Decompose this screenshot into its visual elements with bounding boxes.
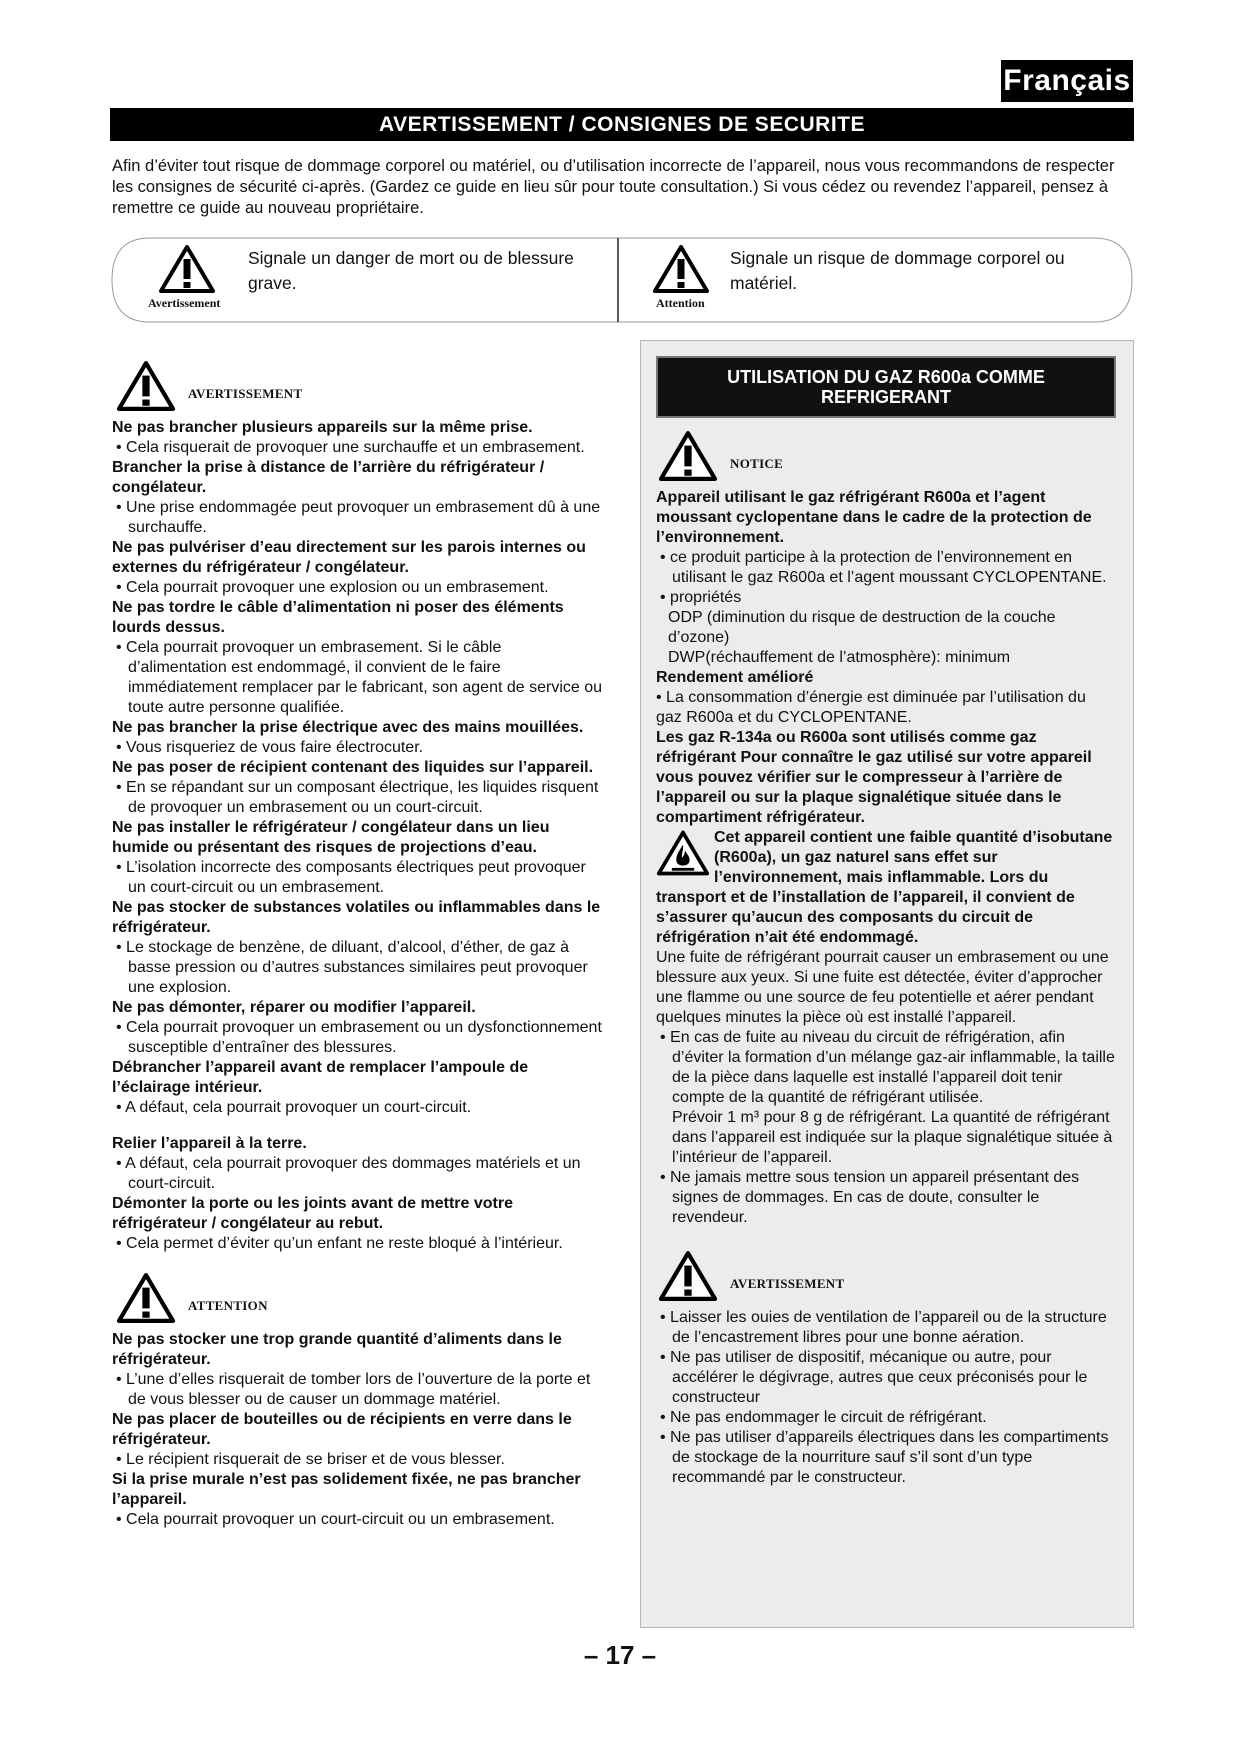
rendement-title: Rendement amélioré bbox=[656, 669, 814, 686]
warning-title: Débrancher l’appareil avant de remplacer l’ampoule de l’éclairage intérieur. bbox=[112, 1059, 529, 1096]
rendement-text: • La consommation d’énergie est diminuée par l’utilisation du gaz R600a et du CYCLOPENTANE. bbox=[656, 689, 1086, 726]
attention-title: Ne pas stocker une trop grande quantité d’aliments dans le réfrigérateur. bbox=[112, 1331, 562, 1368]
left-column bbox=[112, 352, 604, 1530]
refrigerant-header: UTILISATION DU GAZ R600a COMME REFRIGERANT bbox=[656, 356, 1116, 418]
notice-title: Appareil utilisant le gaz réfrigérant R600a et l’agent moussant cyclopentane dans le cadre de la protection de l’environnement. bbox=[656, 489, 1092, 546]
warning-title: Ne pas brancher plusieurs appareils sur la même prise. bbox=[112, 419, 533, 436]
damage-bullet: • Ne jamais mettre sous tension un appareil présentant des signes de dommages. En cas de doute, consulter le revendeur. bbox=[660, 1169, 1080, 1226]
legend-warning-label: Avertissement bbox=[148, 296, 221, 310]
warning-text: • Vous risqueriez de vous faire électrocuter. bbox=[116, 739, 424, 756]
language-tab: Français bbox=[1001, 60, 1133, 102]
warning-title: Démonter la porte ou les joints avant de mettre votre réfrigérateur / congélateur au rebut. bbox=[112, 1195, 513, 1232]
leak-text: Une fuite de réfrigérant pourrait causer un embrasement ou une blessure aux yeux. Si une fuite est détectée, éviter d’approcher une flamme ou une source de feu potentielle et aérer pendant quelques minutes la pièce où est installé l’appareil. bbox=[656, 949, 1109, 1026]
dwp-text: DWP(réchauffement de l’atmosphère): minimum bbox=[668, 649, 1011, 666]
legend-warning-text: Signale un danger de mort ou de blessure grave. bbox=[248, 248, 574, 293]
warning-text: • Une prise endommagée peut provoquer un embrasement dû à une surchauffe. bbox=[116, 499, 601, 536]
legend-attention-text: Signale un risque de dommage corporel ou matériel. bbox=[730, 248, 1065, 293]
left-warning-header bbox=[112, 360, 604, 412]
attention-title: Ne pas placer de bouteilles ou de récipients en verre dans le réfrigérateur. bbox=[112, 1411, 572, 1448]
notice-header bbox=[656, 430, 1116, 482]
warning-bullet: • Ne pas utiliser d’appareils électriques dans les compartiments de stockage de la nourriture sauf s’il sont d’un type recommandé par le constructeur. bbox=[660, 1429, 1109, 1486]
warning-title: Brancher la prise à distance de l’arrière du réfrigérateur / congélateur. bbox=[112, 459, 545, 496]
room-size-text: Prévoir 1 m³ pour 8 g de réfrigérant. La quantité de réfrigérant dans l’appareil est indiquée sur la plaque signalétique située à l’intérieur de l’appareil. bbox=[672, 1109, 1113, 1166]
section-title: AVERTISSEMENT / CONSIGNES DE SECURITE bbox=[110, 108, 1134, 141]
warning-triangle-icon bbox=[158, 244, 216, 294]
legend-attention-label: Attention bbox=[656, 296, 705, 310]
warning-title: Ne pas démonter, réparer ou modifier l’appareil. bbox=[112, 999, 476, 1016]
attention-triangle-icon bbox=[114, 1272, 178, 1324]
warning-title: Ne pas tordre le câble d’alimentation ni poser des éléments lourds dessus. bbox=[112, 599, 564, 636]
warning-title: Ne pas pulvériser d’eau directement sur les parois internes ou externes du réfrigérateur / congélateur. bbox=[112, 539, 586, 576]
isobutane-title: Cet appareil contient une faible quantité d’isobutane (R600a), un gaz naturel sans effet sur l’environnement, mais inflammable. Lors du transport et de l’installation de l’appareil, il convient de s’assurer qu’aucun des composants du circuit de réfrigération n’ait été endommagé. bbox=[656, 829, 1113, 946]
warning-text: • Cela permet d’éviter qu’un enfant ne reste bloqué à l’intérieur. bbox=[116, 1235, 563, 1252]
page-number: – 17 – bbox=[583, 1640, 657, 1670]
notice-bullet: • propriétés bbox=[660, 589, 742, 606]
warning-text: • A défaut, cela pourrait provoquer des dommages matériels et un court-circuit. bbox=[116, 1155, 581, 1192]
warning-text: • Cela pourrait provoquer un embrasement ou un dysfonctionnement susceptible d’entraîner des blessures. bbox=[116, 1019, 602, 1056]
warning-title: Ne pas stocker de substances volatiles ou inflammables dans le réfrigérateur. bbox=[112, 899, 601, 936]
attention-text: • Cela pourrait provoquer un court-circuit ou un embrasement. bbox=[116, 1511, 555, 1528]
left-attention-header bbox=[112, 1272, 604, 1324]
leak-bullet: • En cas de fuite au niveau du circuit de réfrigération, afin d’éviter la formation d’un mélange gaz-air inflammable, la taille de la pièce dans laquelle est installé l’appareil doit tenir compte de la quantité de réfrigérant utilisée. bbox=[660, 1029, 1115, 1106]
warning-bullet: • Laisser les ouies de ventilation de l’appareil ou de la structure de l’encastrement libres pour une bonne aération. bbox=[660, 1309, 1107, 1346]
warning-text: • Cela pourrait provoquer un embrasement. Si le câble d’alimentation est endommagé, il convient de le faire immédiatement remplacer par le fabricant, son agent de service ou toute autre personne qualifiée. bbox=[116, 639, 603, 716]
intro-paragraph: Afin d’éviter tout risque de dommage corporel ou matériel, ou d’utilisation incorrecte de l’appareil, nous vous recommandons de respecter les consignes de sécurité ci-après. (Gardez ce guide en lieu sûr pour toute consultation.) Si vous cédez ou revendez l’appareil, pensez à remettre ce guide au nouveau propriétaire. bbox=[112, 157, 1115, 217]
warning-label: AVERTISSEMENT bbox=[730, 1276, 845, 1291]
attention-title: Si la prise murale n’est pas solidement fixée, ne pas brancher l’appareil. bbox=[112, 1471, 581, 1508]
right-column bbox=[656, 356, 1116, 1488]
warning-triangle-icon bbox=[656, 1250, 720, 1302]
notice-triangle-icon bbox=[656, 430, 720, 482]
attention-text: • L’une d’elles risquerait de tomber lors de l’ouverture de la porte et de vous blesser ou de causer un dommage matériel. bbox=[116, 1371, 591, 1408]
warning-text: • A défaut, cela pourrait provoquer un court-circuit. bbox=[116, 1099, 472, 1116]
odp-text: ODP (diminution du risque de destruction de la couche d’ozone) bbox=[668, 609, 1056, 646]
warning-bullet: • Ne pas endommager le circuit de réfrigérant. bbox=[660, 1409, 987, 1426]
attention-triangle-icon bbox=[652, 244, 710, 294]
warning-text: • En se répandant sur un composant électrique, les liquides risquent de provoquer un embrasement ou un court-circuit. bbox=[116, 779, 599, 816]
warning-label: AVERTISSEMENT bbox=[188, 386, 303, 401]
warning-text: • L’isolation incorrecte des composants électriques peut provoquer un court-circuit ou un embrasement. bbox=[116, 859, 586, 896]
attention-label: ATTENTION bbox=[188, 1298, 268, 1313]
flammable-warning-icon bbox=[656, 828, 710, 878]
warning-title: Ne pas poser de récipient contenant des liquides sur l’appareil. bbox=[112, 759, 594, 776]
notice-bullet: • ce produit participe à la protection de l’environnement en utilisant le gaz R600a et l’agent moussant CYCLOPENTANE. bbox=[660, 549, 1107, 586]
warning-triangle-icon bbox=[114, 360, 178, 412]
legend-box bbox=[110, 236, 1134, 324]
warning-text: • Le stockage de benzène, de diluant, d’alcool, d’éther, de gaz à basse pression ou d’autres substances similaires peut provoquer une explosion. bbox=[116, 939, 588, 996]
warning-text: • Cela risquerait de provoquer une surchauffe et un embrasement. bbox=[116, 439, 585, 456]
warning-bullet: • Ne pas utiliser de dispositif, mécanique ou autre, pour accélérer le dégivrage, autres que ceux préconisés pour le constructeur bbox=[660, 1349, 1088, 1406]
right-warning-header bbox=[656, 1250, 1116, 1302]
warning-text: • Cela pourrait provoquer une explosion ou un embrasement. bbox=[116, 579, 549, 596]
notice-label: NOTICE bbox=[730, 456, 784, 471]
warning-title: Ne pas brancher la prise électrique avec des mains mouillées. bbox=[112, 719, 584, 736]
warning-title: Relier l’appareil à la terre. bbox=[112, 1135, 307, 1152]
isobutane-block bbox=[656, 828, 1116, 948]
gas-info-title: Les gaz R-134a ou R600a sont utilisés comme gaz réfrigérant Pour connaître le gaz utilisé sur votre appareil vous pouvez vérifier sur le compresseur à l’arrière de l’appareil ou sur la plaque signalétique située dans le compartiment réfrigérateur. bbox=[656, 729, 1092, 826]
warning-title: Ne pas installer le réfrigérateur / congélateur dans un lieu humide ou présentant des risques de projections d’eau. bbox=[112, 819, 550, 856]
attention-text: • Le récipient risquerait de se briser et de vous blesser. bbox=[116, 1451, 505, 1468]
